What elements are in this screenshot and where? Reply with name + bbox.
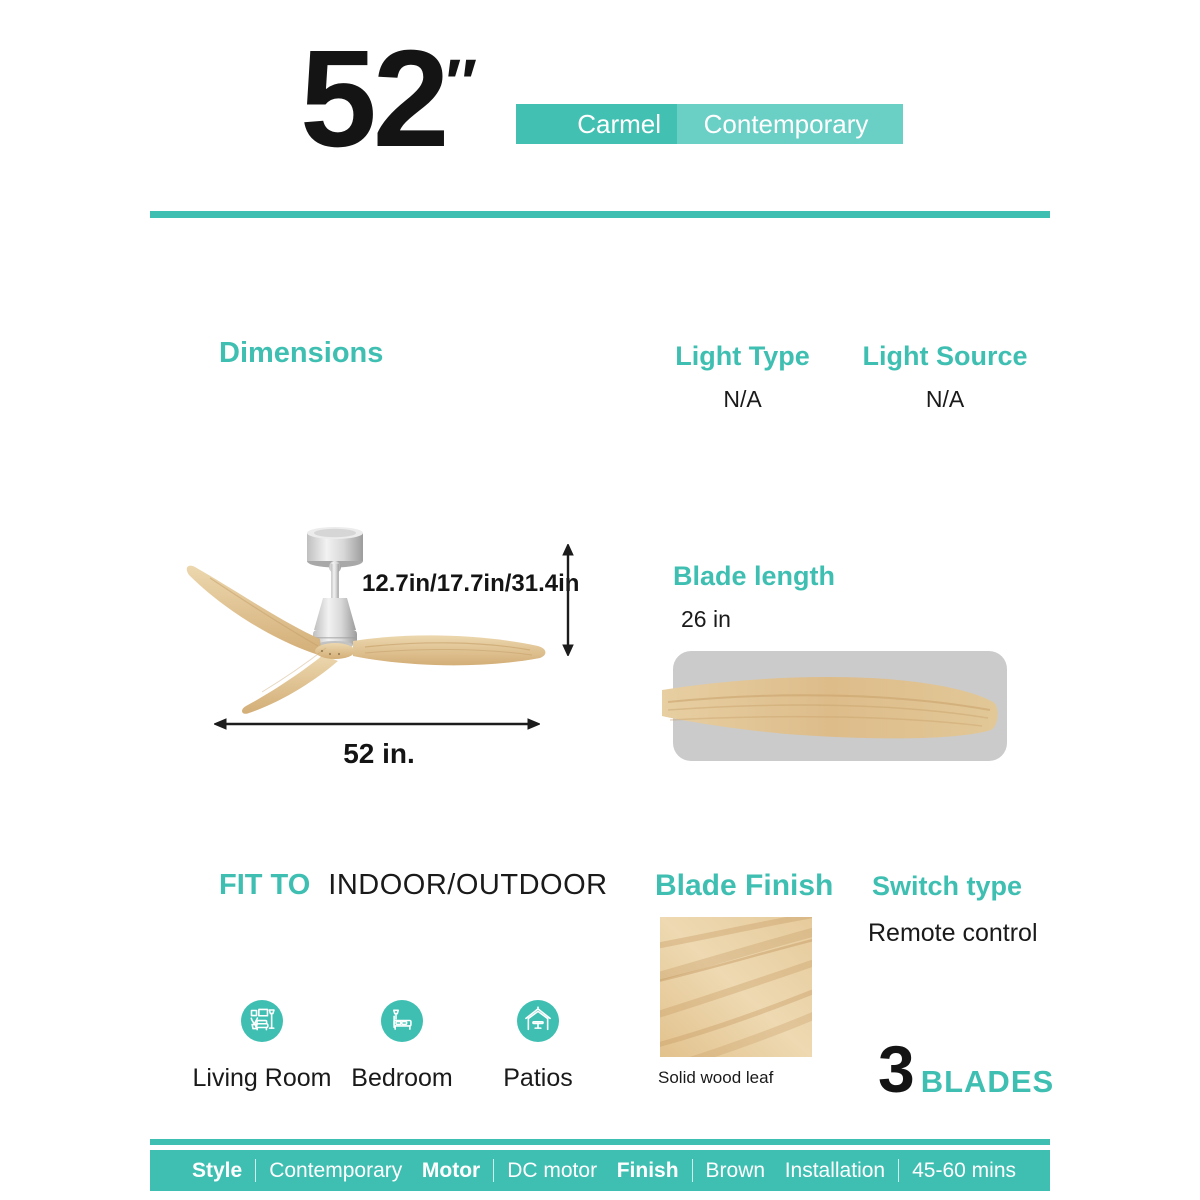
spec-finish — [617, 1159, 765, 1183]
fan-size-number: 52 — [300, 22, 446, 176]
blade-count-section — [878, 1032, 1055, 1106]
spec-label: Style — [192, 1158, 243, 1182]
product-badge — [516, 104, 903, 144]
spec-label: Motor — [421, 1158, 481, 1182]
spec-label: Installation — [784, 1158, 886, 1182]
badge-product-style: Contemporary — [677, 104, 903, 144]
blade-count-number: 3 — [878, 1032, 915, 1106]
spec-installation — [785, 1159, 1016, 1183]
dimensions-title: Dimensions — [219, 337, 384, 369]
blade-finish-caption: Solid wood leaf — [658, 1068, 774, 1087]
fit-to-label: FIT TO — [219, 869, 311, 901]
spec-separator — [898, 1159, 899, 1182]
blade-length-value: 26 in — [681, 606, 731, 632]
light-source-title: Light Source — [862, 341, 1028, 371]
spec-label: Finish — [616, 1158, 679, 1182]
badge-product-name: Carmel — [516, 104, 677, 144]
room-patios — [458, 1000, 618, 1093]
spec-separator — [493, 1159, 494, 1182]
blade-finish-title: Blade Finish — [655, 869, 834, 902]
light-type-title: Light Type — [675, 341, 810, 371]
bedroom-icon — [381, 1000, 423, 1042]
inch-mark: ″ — [442, 45, 474, 119]
vertical-dimension-arrow — [560, 544, 576, 656]
footer-accent-line — [150, 1139, 1050, 1145]
fit-to-value: INDOOR/OUTDOOR — [328, 869, 608, 901]
room-label: Patios — [503, 1064, 573, 1092]
blade-count-label: BLADES — [920, 1064, 1055, 1099]
divider-line — [150, 211, 1050, 218]
spec-value: Contemporary — [269, 1158, 403, 1182]
footer-spec-bar — [150, 1150, 1050, 1191]
blade-length-title: Blade length — [673, 561, 836, 591]
fan-width-dimension: 52 in. — [343, 738, 415, 769]
living-room-icon — [241, 1000, 283, 1042]
patio-icon — [517, 1000, 559, 1042]
light-source-section — [845, 341, 1045, 413]
spec-separator — [692, 1159, 693, 1182]
light-type-value: N/A — [723, 386, 762, 412]
spec-value: DC motor — [507, 1158, 598, 1182]
fan-blade-image — [660, 670, 1005, 746]
room-living-room — [182, 1000, 342, 1093]
spec-value: Brown — [705, 1158, 766, 1182]
room-label: Living Room — [192, 1064, 332, 1092]
light-type-section — [650, 341, 835, 413]
fan-height-dimension: 12.7in/17.7in/31.4in — [362, 570, 580, 597]
spec-value: 45-60 mins — [912, 1158, 1016, 1182]
wood-finish-swatch — [660, 917, 812, 1057]
spec-separator — [255, 1159, 256, 1182]
switch-type-title: Switch type — [872, 871, 1023, 901]
spec-style — [192, 1159, 402, 1183]
room-label: Bedroom — [351, 1064, 453, 1092]
horizontal-dimension-arrow — [214, 716, 540, 732]
spec-motor — [422, 1159, 597, 1183]
switch-type-value: Remote control — [868, 919, 1038, 947]
fit-to-section — [219, 869, 608, 902]
ceiling-fan-image — [170, 520, 570, 730]
light-source-value: N/A — [925, 386, 965, 412]
